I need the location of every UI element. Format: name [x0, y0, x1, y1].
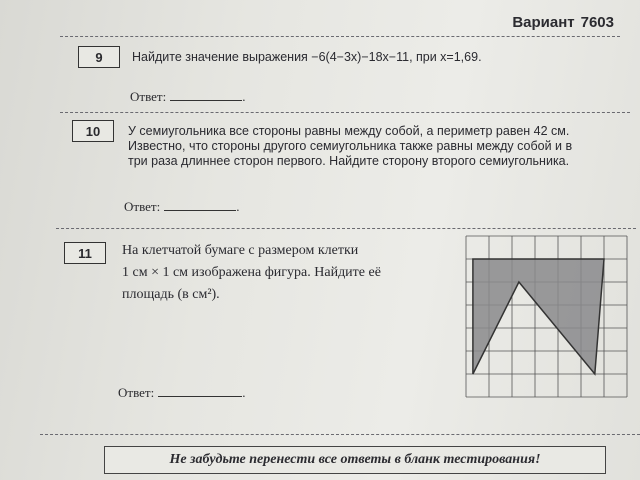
task-11-answer-line[interactable]: [158, 384, 242, 397]
footer-text: Не забудьте перенести все ответы в бланк тестирования!: [169, 452, 541, 467]
task-11-question: [122, 240, 422, 306]
task-10-line-2: Известно, что стороны другого семиугольника также равны между собой и в: [128, 139, 573, 153]
grid-figure: [462, 232, 634, 404]
task-11-number: 11: [78, 245, 92, 261]
task-10-question: [128, 124, 628, 169]
variant-header: [512, 14, 614, 31]
task-11-answer: Ответ: .: [118, 385, 246, 400]
footer-top-rule: [40, 434, 640, 435]
task-9-answer-label: Ответ:: [130, 89, 167, 104]
task-10-number-box: [72, 120, 114, 142]
task-10-line-1: У семиугольника все стороны равны между собой, а периметр равен 42 см.: [128, 124, 570, 138]
task-11-answer-label: Ответ:: [118, 385, 155, 400]
shaded-figure: [473, 259, 604, 374]
task-9-number: 9: [95, 49, 103, 65]
task-11-number-box: [64, 242, 106, 264]
task-9-number-box: [78, 46, 120, 68]
task-9-top-rule: [60, 36, 620, 37]
task-9-question: Найдите значение выражения −6(4−3x)−18x−11, при x=1,69.: [132, 50, 482, 64]
variant-number: 7603: [580, 14, 614, 31]
task-10-top-rule: [60, 112, 630, 113]
task-9-answer-line[interactable]: [170, 88, 242, 101]
footer-reminder: [104, 446, 606, 474]
task-10-answer: Ответ: .: [124, 199, 240, 214]
task-10-number: 10: [85, 123, 101, 139]
task-11-line-2: 1 см × 1 см изображена фигура. Найдите её: [122, 265, 381, 280]
task-10-answer-line[interactable]: [164, 198, 236, 211]
task-11-top-rule: [56, 228, 636, 229]
task-11-line-3: площадь (в см²).: [122, 287, 220, 302]
task-10-line-3: три раза длиннее сторон первого. Найдите сторону второго семиугольника.: [128, 154, 570, 168]
task-11-line-1: На клетчатой бумаге с размером клетки: [122, 243, 359, 258]
task-9-answer: Ответ: .: [130, 89, 246, 104]
variant-label: Вариант: [512, 14, 575, 31]
task-10-answer-label: Ответ:: [124, 199, 161, 214]
